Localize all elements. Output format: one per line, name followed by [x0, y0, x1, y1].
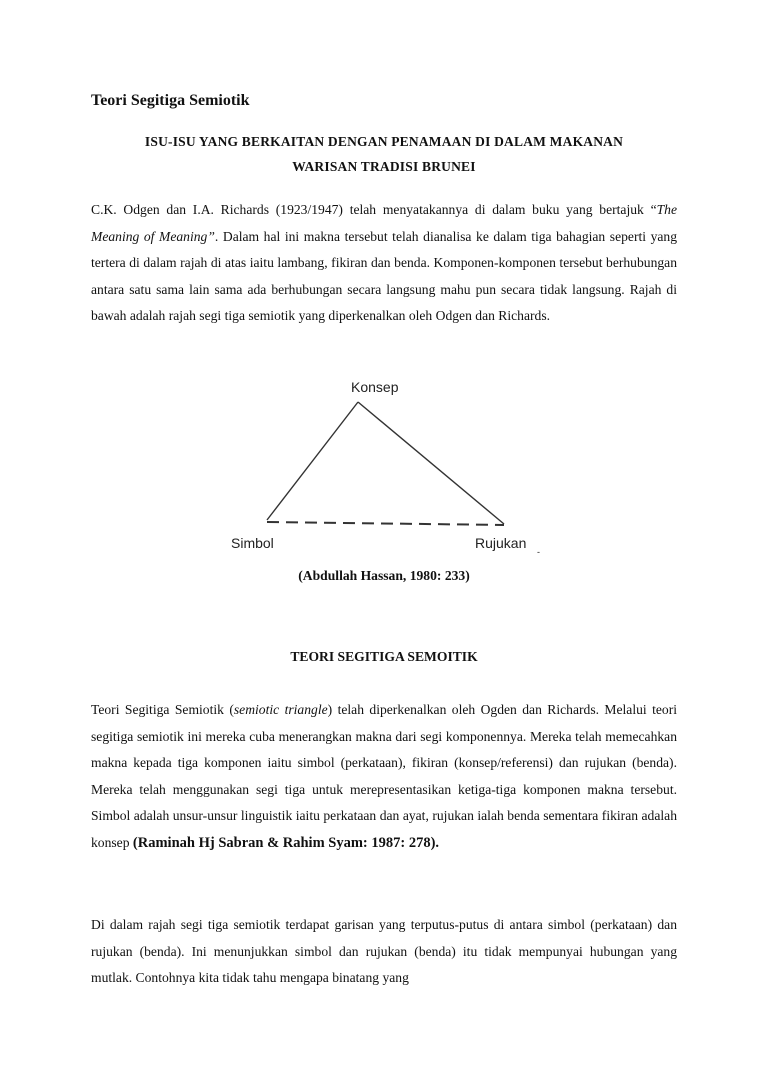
triangle-left-edge	[267, 402, 358, 520]
intro-text-end: . Dalam hal ini makna tersebut telah dianalisa ke dalam tiga bahagian seperti yang tertera di dalam rajah di atas iaitu lambang, fikiran dan benda. Komponen-komponen tersebut berhubungan antara satu sama lain sama ada berhubungan secara langsung mahu pun secara tidak langsung. Rajah di bawah adalah rajah segi tiga semiotik yang diperkenalkan oleh Odgen dan Richards.	[91, 228, 678, 323]
subtitle-line-1: ISU-ISU YANG BERKAITAN DENGAN PENAMAAN DI DALAM MAKANAN	[144, 134, 624, 149]
theory-lead: Teori Segitiga Semiotik (	[91, 702, 234, 717]
stray-mark: -	[537, 547, 540, 557]
simbol-label: Simbol	[231, 535, 274, 551]
theory-paragraph	[91, 697, 677, 856]
semiotic-triangle-diagram	[225, 372, 545, 562]
book-title: The Meaning of Meaning”	[91, 202, 677, 244]
intro-text-start: C.K. Odgen dan I.A. Richards (1923/1947) telah menyatakannya di dalam buku yang bertajuk “	[91, 202, 657, 217]
theory-body: ) telah diperkenalkan oleh Ogden dan Richards. Melalui teori segitiga semiotik ini mereka cuba menerangkan makna dari segi komponennya. Mereka telah memecahkan makna kepada tiga komponen iaitu simbol (perkataan), fikiran (konsep/referensi) dan rujukan (benda). Mereka telah menggunakan segi tiga untuk merepresentasikan ketiga-tiga komponen makna tersebut. Simbol adalah unsur-unsur linguistik iaitu perkataan dan ayat, rujukan ialah benda sementara fikiran adalah konsep	[91, 702, 678, 850]
section-title: TEORI SEGITIGA SEMOITIK	[290, 649, 478, 664]
document-subtitle	[91, 129, 677, 179]
konsep-label: Konsep	[351, 379, 399, 395]
subtitle-line-2: WARISAN TRADISI BRUNEI	[292, 159, 476, 174]
document-heading: Teori Segitiga Semiotik	[91, 92, 250, 109]
rujukan-label: Rujukan	[475, 535, 527, 551]
triangle-dashed-base	[267, 522, 504, 525]
semiotic-term: semiotic triangle	[233, 702, 328, 717]
figure-caption: (Abdullah Hassan, 1980: 233)	[298, 568, 470, 583]
dashed-line-paragraph: Di dalam rajah segi tiga semiotik terdapat garisan yang terputus-putus di antara simbol (perkataan) dan rujukan (benda). Ini menunjukkan simbol dan rujukan (benda) itu tidak mempunyai hubungan yang mutlak. Contohnya kita tidak tahu mengapa binatang yang	[91, 917, 677, 985]
triangle-right-edge	[358, 402, 504, 524]
theory-end: .	[435, 834, 440, 851]
theory-citation: (Raminah Hj Sabran & Rahim Syam: 1987: 278)	[132, 834, 436, 851]
intro-paragraph	[91, 197, 677, 330]
